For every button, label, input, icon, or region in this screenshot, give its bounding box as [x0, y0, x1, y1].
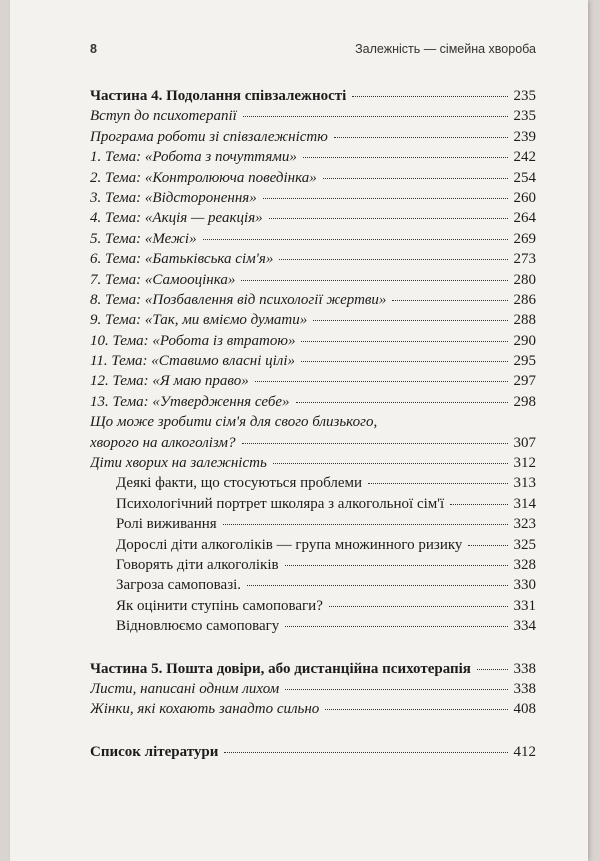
toc-subentry: [90, 537, 536, 557]
toc-entry: [90, 210, 536, 230]
toc-entry: [90, 373, 536, 393]
toc-page-number: 298: [513, 393, 536, 410]
leader-dots: [334, 137, 508, 138]
leader-dots: [285, 565, 508, 566]
toc-entry-title: 12. Тема: «Я маю право»: [90, 373, 249, 390]
toc-page-number: 313: [513, 475, 536, 492]
toc-entry-title: Як оцінити ступінь самоповаги?: [116, 597, 323, 614]
toc-page-number: 286: [513, 291, 536, 308]
toc-entry: [90, 251, 536, 271]
leader-dots: [392, 300, 507, 301]
leader-dots: [301, 361, 508, 362]
toc-page-number: 338: [513, 680, 536, 697]
toc-entry-title: Частина 5. Пошта довіри, або дистанційна психотерапія: [90, 660, 471, 677]
running-title: Залежність — сімейна хвороба: [355, 42, 536, 56]
leader-dots: [269, 218, 508, 219]
toc-page-number: 334: [513, 618, 536, 635]
toc-entry-title: Дорослі діти алкоголіків — група множинного ризику: [116, 536, 463, 553]
toc-page-number: 269: [513, 230, 536, 247]
toc-page-number: 328: [513, 556, 536, 573]
toc-entry-title: Відновлюємо самоповагу: [116, 618, 280, 635]
toc-page-number: 260: [513, 189, 536, 206]
toc-entry: [90, 701, 536, 721]
toc-page-number: 307: [513, 434, 536, 451]
toc-entry-title: 5. Тема: «Межі»: [90, 230, 197, 247]
toc-part-heading: [90, 744, 536, 764]
toc-page-number: 323: [513, 516, 536, 533]
toc-page-number: 312: [513, 455, 536, 472]
toc-entry: [90, 353, 536, 373]
toc-page-number: 314: [513, 495, 536, 512]
toc-entry-title: 6. Тема: «Батьківська сім'я»: [90, 251, 274, 268]
toc-entry: [90, 231, 536, 251]
toc-page-number: 235: [513, 88, 536, 104]
toc-page-number: 330: [513, 577, 536, 594]
toc-entry-first-line: Що може зробити сім'я для свого близького,: [90, 414, 378, 431]
toc-entry-title: 3. Тема: «Відсторонення»: [90, 189, 257, 206]
leader-dots: [323, 178, 508, 179]
leader-dots: [325, 709, 507, 710]
leader-dots: [203, 239, 508, 240]
toc-page-number: 297: [513, 373, 536, 390]
leader-dots: [285, 689, 507, 690]
toc-entry-title: Жінки, які кохають занадто сильно: [90, 701, 320, 718]
toc-page-number: 280: [513, 271, 536, 288]
toc-page-number: 273: [513, 251, 536, 268]
toc-entry-title: 8. Тема: «Позбавлення від психології жертви»: [90, 291, 387, 308]
toc-page-number: 408: [513, 701, 536, 718]
toc-page-number: 290: [513, 332, 536, 349]
toc-entry: [90, 108, 536, 128]
leader-dots: [223, 524, 508, 525]
toc-page-number: 325: [513, 536, 536, 553]
table-of-contents: [90, 88, 536, 764]
toc-entry-title: Програма роботи зі співзалежністю: [90, 128, 328, 145]
toc-entry-title: Деякі факти, що стосуються проблеми: [116, 475, 363, 492]
leader-dots: [273, 463, 508, 464]
leader-dots: [279, 259, 507, 260]
leader-dots: [301, 341, 507, 342]
toc-entry-title: Частина 4. Подолання співзалежності: [90, 88, 347, 104]
toc-subentry: [90, 496, 536, 516]
book-page: [10, 0, 588, 861]
section-gap: [90, 722, 536, 744]
toc-entry: [90, 292, 536, 312]
toc-entry: [90, 394, 536, 414]
leader-dots: [303, 157, 508, 158]
toc-entry-title: Загроза самоповазі.: [116, 577, 242, 594]
toc-page-number: 239: [513, 128, 536, 145]
leader-dots: [313, 320, 507, 321]
toc-page-number: 242: [513, 149, 536, 166]
toc-entry-title: 9. Тема: «Так, ми вміємо думати»: [90, 312, 308, 329]
toc-entry-title: 4. Тема: «Акція — реакція»: [90, 210, 263, 227]
toc-entry: [90, 170, 536, 190]
toc-entry-title: Психологічний портрет школяра з алкогольної сім'ї: [116, 495, 445, 512]
leader-dots: [243, 116, 508, 117]
toc-entry: [90, 149, 536, 169]
leader-dots: [224, 752, 507, 753]
toc-entry: [90, 129, 536, 149]
toc-entry-title: 1. Тема: «Робота з почуттями»: [90, 149, 297, 166]
section-gap: [90, 639, 536, 661]
toc-entry-title: Говорять діти алкоголіків: [116, 556, 279, 573]
toc-entry-title: 13. Тема: «Утвердження себе»: [90, 393, 290, 410]
toc-entry-title: Діти хворих на залежність: [90, 455, 267, 472]
leader-dots: [255, 381, 508, 382]
leader-dots: [468, 545, 507, 546]
leader-dots: [242, 443, 508, 444]
toc-entry-title: 2. Тема: «Контролююча поведінка»: [90, 169, 317, 186]
toc-entry: [90, 435, 536, 455]
leader-dots: [450, 504, 507, 505]
toc-page-number: 338: [513, 660, 536, 677]
leader-dots: [285, 626, 507, 627]
toc-entry: [90, 455, 536, 475]
leader-dots: [329, 606, 508, 607]
toc-subentry: [90, 618, 536, 638]
leader-dots: [368, 483, 507, 484]
toc-entry-title: 10. Тема: «Робота із втратою»: [90, 332, 296, 349]
toc-entry: [90, 681, 536, 701]
leader-dots: [263, 198, 508, 199]
toc-page-number: 412: [513, 743, 536, 760]
toc-entry-title: Ролі виживання: [116, 516, 217, 533]
toc-page-number: 264: [513, 210, 536, 227]
toc-subentry: [90, 598, 536, 618]
toc-entry-title: 11. Тема: «Ставимо власні цілі»: [90, 353, 295, 370]
toc-page-number: 288: [513, 312, 536, 329]
toc-entry-title: 7. Тема: «Самооцінка»: [90, 271, 236, 288]
toc-subentry: [90, 577, 536, 597]
leader-dots: [241, 280, 507, 281]
toc-page-number: 235: [513, 108, 536, 125]
toc-subentry: [90, 516, 536, 536]
toc-page-number: 254: [513, 169, 536, 186]
toc-entry: [90, 190, 536, 210]
toc-entry: [90, 333, 536, 353]
toc-part-heading: [90, 88, 536, 108]
toc-subentry: [90, 475, 536, 495]
toc-entry: [90, 312, 536, 332]
page-number: 8: [90, 42, 97, 56]
leader-dots: [296, 402, 508, 403]
leader-dots: [352, 96, 507, 97]
toc-entry-title: Список літератури: [90, 743, 219, 760]
page-header: [90, 42, 536, 62]
toc-subentry: [90, 557, 536, 577]
toc-entry-title: хворого на алкоголізм?: [90, 434, 236, 451]
leader-dots: [247, 585, 507, 586]
toc-entry: [90, 272, 536, 292]
toc-entry-title: Вступ до психотерапії: [90, 108, 237, 125]
toc-page-number: 295: [513, 353, 536, 370]
leader-dots: [477, 669, 508, 670]
toc-part-heading: [90, 661, 536, 681]
toc-page-number: 331: [513, 597, 536, 614]
toc-entry-title: Листи, написані одним лихом: [90, 680, 280, 697]
